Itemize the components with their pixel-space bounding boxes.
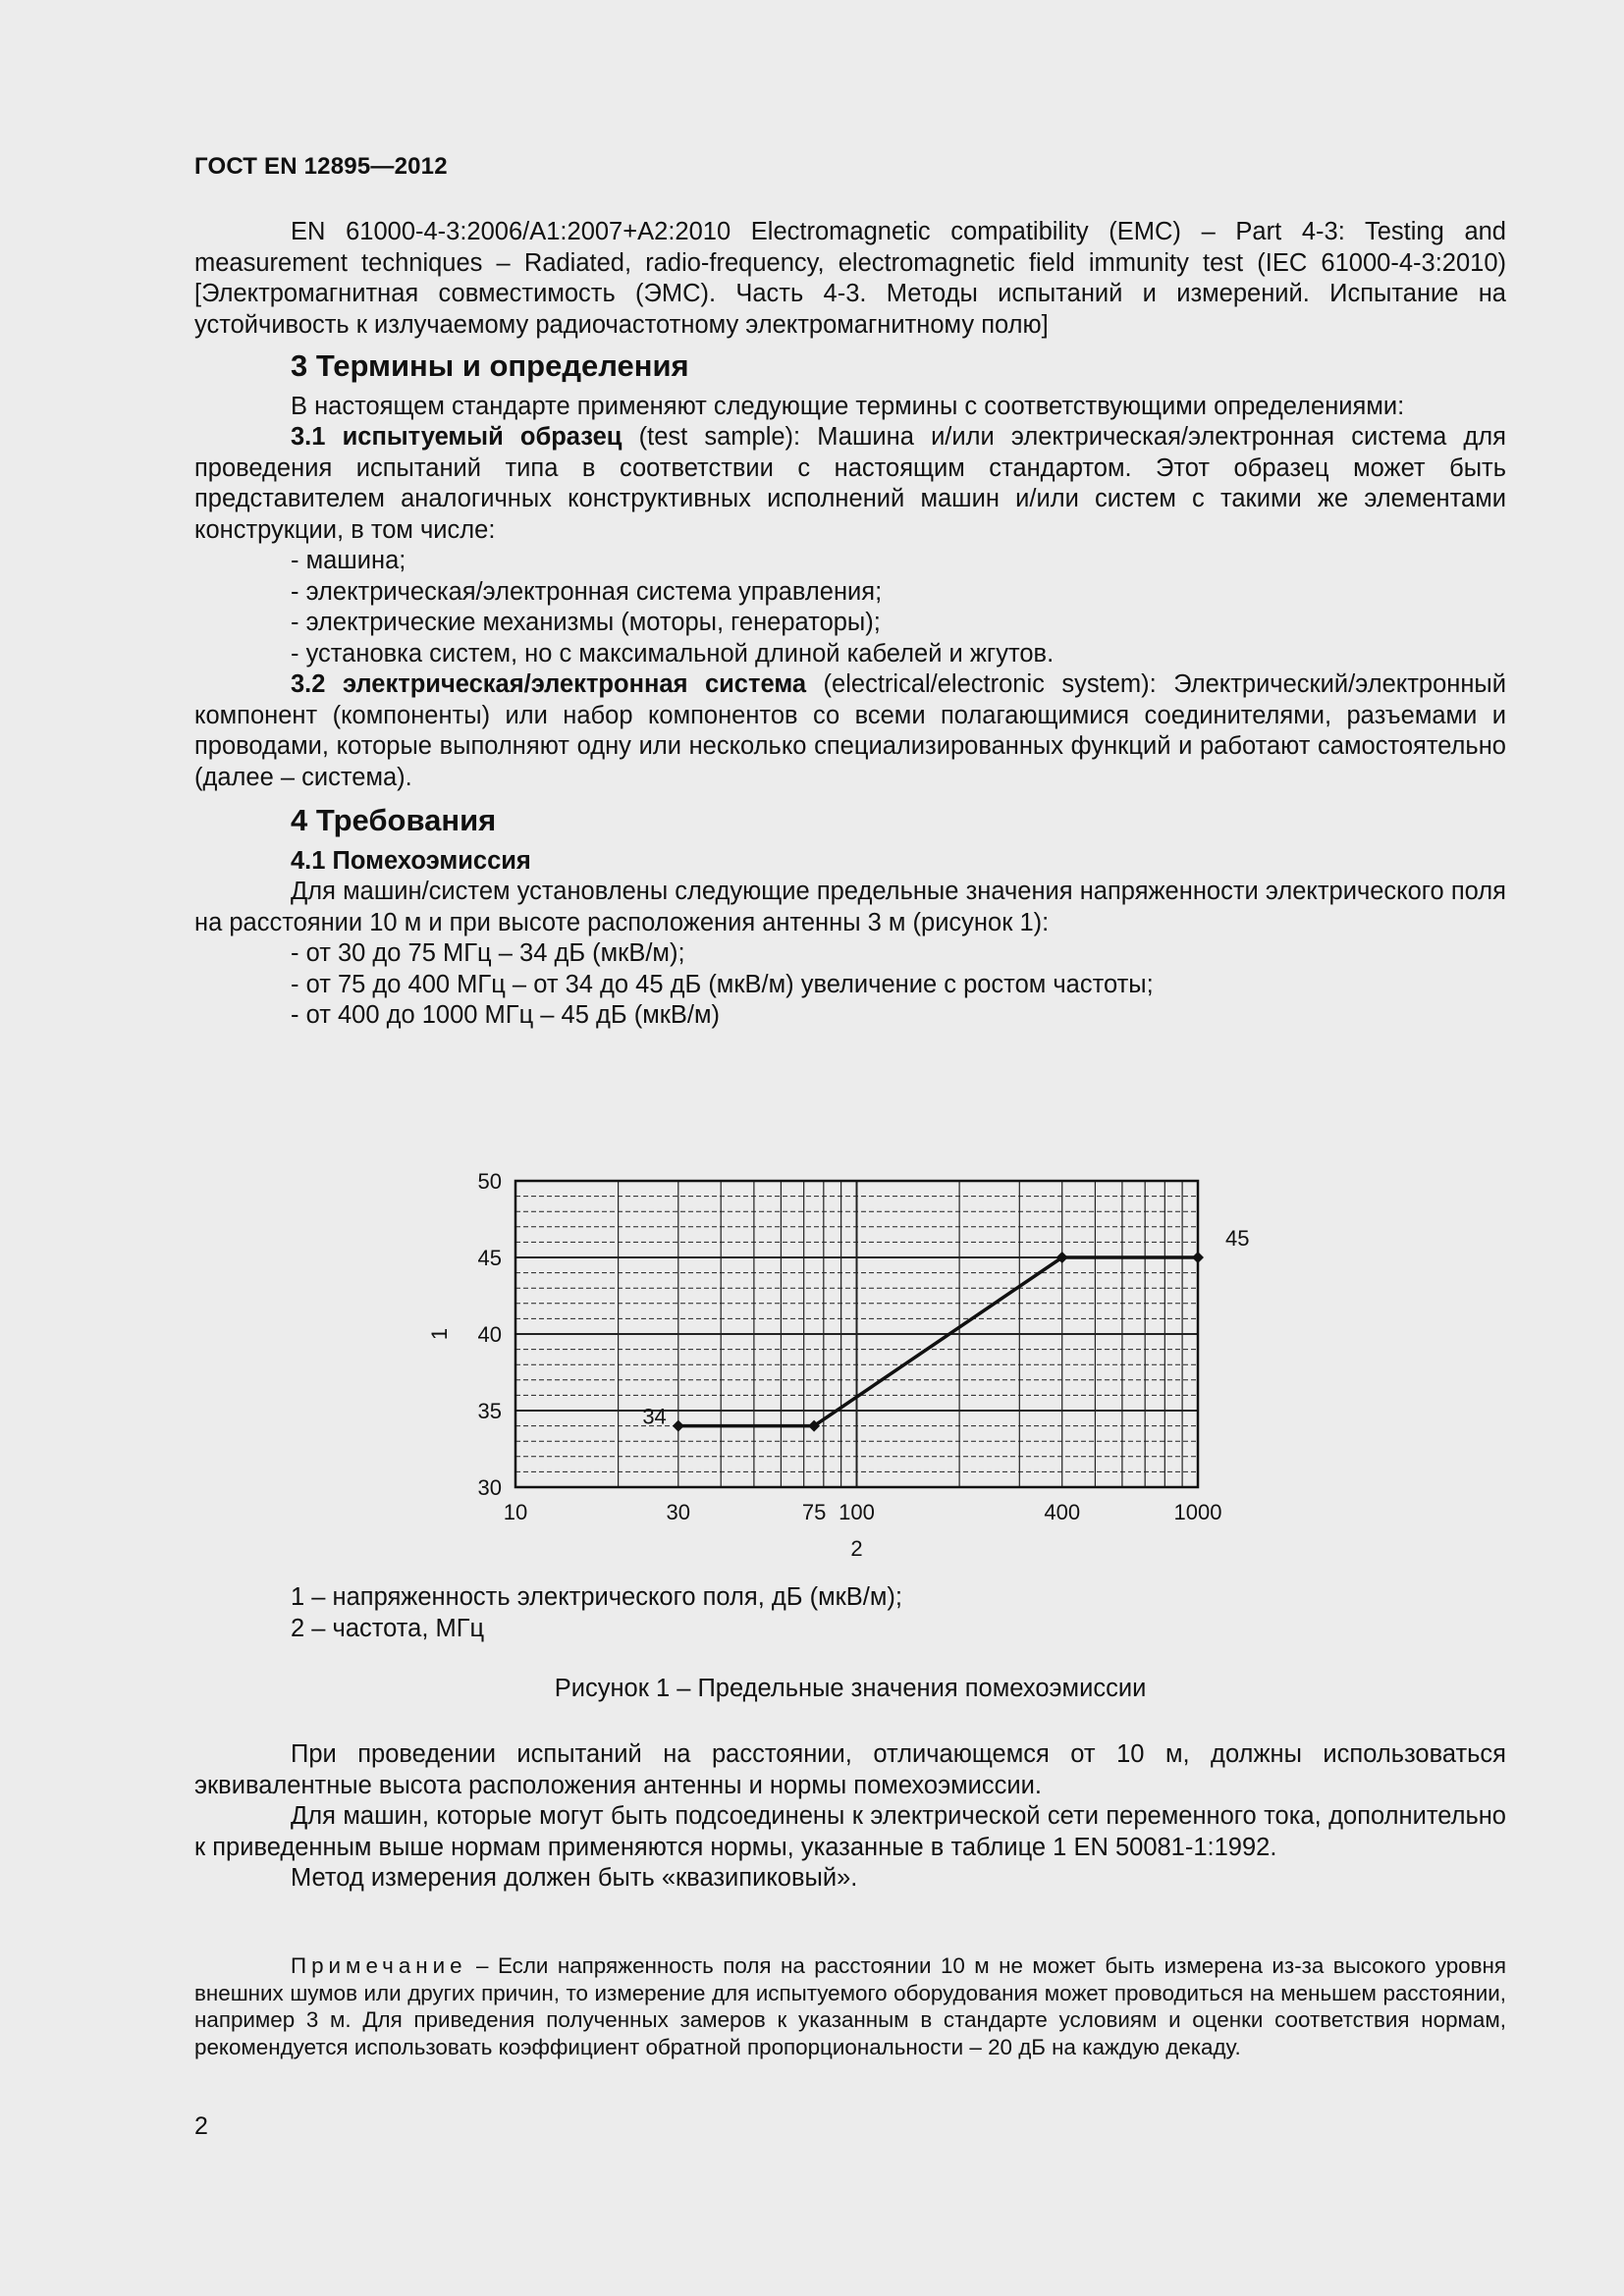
x-tick-label: 100: [839, 1500, 875, 1524]
list-item: - от 75 до 400 МГц – от 34 до 45 дБ (мкВ/м) увеличение с ростом частоты;: [291, 970, 1154, 998]
x-tick-label: 400: [1044, 1500, 1081, 1524]
term-3-1-text: (test sample): Машина и/или электрическая/электронная система для проведения испытаний типа в соответствии с настоящим стандартом. Этот образец может быть представителем аналогичных конструктивных исполнений машин и/или систем с такими же элементами конструкции, в том числе:: [194, 423, 1506, 544]
paragraph: Метод измерения должен быть «квазипиковый».: [291, 1864, 858, 1892]
y-tick-label: 45: [477, 1246, 502, 1270]
series-line: [678, 1257, 1198, 1426]
legend-item: 1 – напряженность электрического поля, дБ (мкВ/м);: [291, 1583, 902, 1611]
document-header: ГОСТ EN 12895—2012: [194, 153, 448, 180]
emission-limit-chart: [412, 1148, 1257, 1580]
term-3-1: [194, 422, 1506, 546]
x-tick-label: 10: [503, 1500, 528, 1524]
y-axis-label: 1: [427, 1327, 452, 1341]
note-text: – Если напряженность поля на расстоянии 10 м не может быть измерена из-за высокого уровня внешних шумов или других причин, то измерение для испытуемого оборудования может проводиться на меньшем расстоянии, например 3 м. Для приведения полученных замеров к указанным в стандарте условиям и оценки соответствия нормам, рекомендуется использовать коэффициент обратной пропорциональности – 20 дБ на каждую декаду.: [194, 1953, 1506, 2059]
note-label: Примечание: [291, 1953, 467, 1978]
list-item: - электрические механизмы (моторы, генераторы);: [291, 609, 881, 636]
figure-legend: [194, 1582, 1506, 1644]
paragraph: Для машин, которые могут быть подсоединены к электрической сети переменного тока, дополнительно к приведенным выше нормам применяются нормы, указанные в таблице 1 EN 50081-1:1992.: [194, 1802, 1506, 1861]
section-3-intro: В настоящем стандарте применяют следующие термины с соответствующими определениями:: [291, 392, 1405, 420]
y-tick-label: 35: [477, 1399, 502, 1423]
section-4-1-list: [194, 938, 1506, 1032]
annotation-label: 45: [1225, 1226, 1250, 1251]
y-tick-label: 30: [477, 1475, 502, 1500]
list-item: - от 400 до 1000 МГц – 45 дБ (мкВ/м): [291, 1001, 720, 1029]
x-tick-label: 1000: [1173, 1500, 1222, 1524]
page-number: 2: [194, 2112, 208, 2140]
legend-item: 2 – частота, МГц: [291, 1614, 485, 1642]
section-3-heading: 3 Термины и определения: [291, 348, 689, 383]
chart-grid: [515, 1181, 1198, 1487]
list-item: - машина;: [291, 547, 406, 574]
term-3-1-label: 3.1 испытуемый образец: [291, 423, 623, 451]
y-tick-label: 50: [477, 1169, 502, 1194]
term-3-2: [194, 669, 1506, 793]
data-point: [673, 1420, 684, 1432]
section-4-heading: 4 Требования: [291, 803, 497, 837]
term-3-1-list: [194, 546, 1506, 669]
term-3-2-label: 3.2 электрическая/электронная система: [291, 670, 807, 698]
data-point: [1192, 1252, 1204, 1263]
main-text-bottom: [194, 1739, 1506, 1895]
list-item: - от 30 до 75 МГц – 34 дБ (мкВ/м);: [291, 939, 685, 967]
section-4-1-text: Для машин/систем установлены следующие предельные значения напряженности электрического поля на расстоянии 10 м и при высоте расположения антенны 3 м (рисунок 1):: [194, 878, 1506, 936]
y-tick-label: 40: [477, 1322, 502, 1347]
annotation-label: 34: [642, 1404, 667, 1429]
main-text-top: [194, 217, 1506, 1032]
section-4-1-heading: 4.1 Помехоэмиссия: [291, 846, 531, 875]
term-3-2-text: (electrical/electronic system): Электрический/электронный компонент (компоненты) или набор компонентов со всеми полагающимися соединителями, разъемами и проводами, которые выполняют одну или несколько специализированных функций и работают самостоятельно (далее – система).: [194, 670, 1506, 791]
reference-paragraph: EN 61000-4-3:2006/A1:2007+A2:2010 Electromagnetic compatibility (EMC) – Part 4-3: Testing and measurement techniques – Radiated, radio-frequency, electromagnetic field immunity test (IEC 61000-4-3:2010) [Электромагнитная совместимость (ЭМС). Часть 4-3. Методы испытаний и измерений. Испытание на устойчивость к излучаемому радиочастотному электромагнитному полю]: [194, 218, 1506, 339]
x-tick-label: 30: [666, 1500, 691, 1524]
paragraph: При проведении испытаний на расстоянии, отличающемся от 10 м, должны использоваться эквивалентные высота расположения антенны и нормы помехоэмиссии.: [194, 1740, 1506, 1799]
x-axis-label: 2: [850, 1536, 863, 1561]
list-item: - электрическая/электронная система управления;: [291, 577, 883, 606]
chart-series: [673, 1252, 1204, 1432]
x-tick-label: 75: [801, 1500, 827, 1524]
list-item: - установка систем, но с максимальной длиной кабелей и жгутов.: [291, 639, 1055, 667]
note-paragraph: [194, 1952, 1506, 2060]
figure-caption: Рисунок 1 – Предельные значения помехоэмиссии: [554, 1675, 1147, 1702]
note-block: [194, 1952, 1506, 2060]
